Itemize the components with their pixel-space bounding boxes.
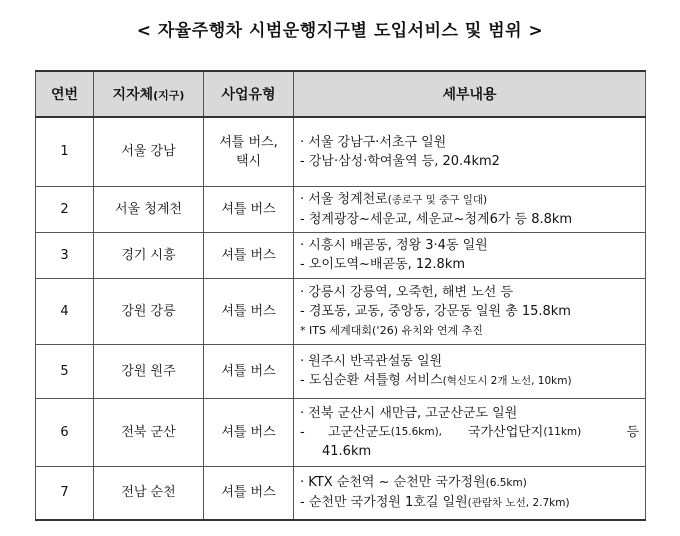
row-number: 1 xyxy=(36,117,94,186)
row-region: 강원 원주 xyxy=(94,344,204,398)
detail-line: - 경포동, 교동, 중앙동, 강문동 일원 총 15.8km xyxy=(300,303,571,319)
row-type: 셔틀 버스 xyxy=(204,278,294,344)
row-detail xyxy=(294,186,646,232)
detail-line: · 원주시 반곡관설동 일원 xyxy=(300,353,443,369)
detail-text: 등 xyxy=(626,424,639,440)
row-region: 서울 청계천 xyxy=(94,186,204,232)
detail-line: · 서울 강남구·서초구 일원 xyxy=(300,134,447,150)
detail-small-text: (6.5km) xyxy=(485,476,527,489)
detail-text: · 서울 청계천로 xyxy=(300,191,388,207)
table-row xyxy=(36,278,646,344)
detail-text: - 순천만 국가정원 1호길 일원 xyxy=(300,494,468,510)
service-table xyxy=(35,70,646,521)
detail-small-text: (관람차 노선, 2.7km) xyxy=(467,496,570,509)
detail-small-text: (15.6km), xyxy=(390,425,443,438)
detail-line: - 강남·삼성·학여울역 등, 20.4km2 xyxy=(300,153,500,169)
row-type xyxy=(204,117,294,186)
detail-line xyxy=(300,493,639,513)
table-row xyxy=(36,344,646,398)
row-detail xyxy=(294,117,646,186)
detail-small-text: (종로구 및 중구 일대) xyxy=(387,193,488,206)
row-number: 5 xyxy=(36,344,94,398)
row-type: 셔틀 버스 xyxy=(204,344,294,398)
row-region: 전북 군산 xyxy=(94,398,204,466)
detail-line: · 전북 군산시 새만금, 고군산군도 일원 xyxy=(300,405,518,421)
header-region xyxy=(94,71,204,117)
detail-small-text: (혁신도시 2개 노선, 10km) xyxy=(442,374,572,387)
detail-small-text: (11km) xyxy=(543,425,582,438)
detail-text: - 도심순환 셔틀형 서비스 xyxy=(300,372,443,388)
table-row xyxy=(36,117,646,186)
row-detail xyxy=(294,344,646,398)
table-row xyxy=(36,466,646,520)
row-detail xyxy=(294,466,646,520)
row-region: 경기 시흥 xyxy=(94,232,204,278)
row-detail xyxy=(294,398,646,466)
header-detail: 세부내용 xyxy=(294,71,646,117)
detail-line: · 강릉시 강릉역, 오죽헌, 해변 노선 등 xyxy=(300,284,514,300)
table-row xyxy=(36,232,646,278)
row-number: 6 xyxy=(36,398,94,466)
row-number: 2 xyxy=(36,186,94,232)
row-type: 셔틀 버스 xyxy=(204,232,294,278)
row-type: 셔틀 버스 xyxy=(204,186,294,232)
header-region-main: 지자체 xyxy=(112,87,154,103)
detail-line xyxy=(300,473,639,493)
page-title: < 자율주행차 시범운행지구별 도입서비스 및 범위 > xyxy=(136,21,544,41)
row-type-line: 택시 xyxy=(235,153,262,169)
row-detail xyxy=(294,278,646,344)
detail-text: 고군산군도 xyxy=(328,424,391,440)
table-row xyxy=(36,398,646,466)
row-region: 강원 강릉 xyxy=(94,278,204,344)
detail-text: · KTX 순천역 ~ 순천만 국가정원 xyxy=(300,474,486,490)
detail-text: 국가산업단지 xyxy=(468,424,544,440)
row-region: 전남 순천 xyxy=(94,466,204,520)
row-number: 4 xyxy=(36,278,94,344)
header-region-sub: (지구) xyxy=(153,89,185,102)
detail-line: 41.6km xyxy=(322,443,372,459)
header-no: 연번 xyxy=(36,71,94,117)
detail-line xyxy=(300,190,639,210)
detail-line xyxy=(300,371,639,391)
detail-line: - 오이도역~배곧동, 12.8km xyxy=(300,257,466,272)
header-type: 사업유형 xyxy=(204,71,294,117)
detail-note: * ITS 세계대회(‘26) 유치와 연계 추진 xyxy=(300,323,483,337)
row-type-line: 셔틀 버스, xyxy=(219,134,278,150)
row-region: 서울 강남 xyxy=(94,117,204,186)
detail-text: - xyxy=(300,424,305,440)
row-type: 셔틀 버스 xyxy=(204,398,294,466)
row-detail xyxy=(294,232,646,278)
table-header-row xyxy=(36,71,646,117)
detail-line xyxy=(300,423,639,442)
row-number: 7 xyxy=(36,466,94,520)
detail-line: - 청계광장~세운교, 세운교~청계6가 등 8.8km xyxy=(300,211,573,227)
row-number: 3 xyxy=(36,232,94,278)
table-row xyxy=(36,186,646,232)
detail-line: · 시흥시 배곧동, 정왕 3·4동 일원 xyxy=(300,238,488,253)
row-type: 셔틀 버스 xyxy=(204,466,294,520)
